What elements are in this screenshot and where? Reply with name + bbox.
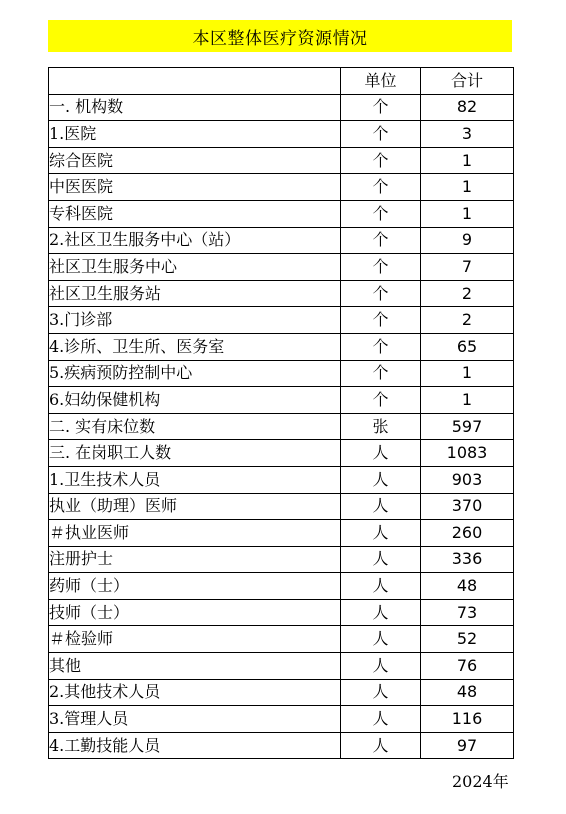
row-unit: 个 [341, 174, 421, 201]
row-total: 48 [421, 573, 514, 600]
row-unit: 个 [341, 360, 421, 387]
row-unit: 人 [341, 626, 421, 653]
page-title-text: 本区整体医疗资源情况 [192, 28, 368, 49]
table-row [49, 679, 514, 706]
row-total: 2 [421, 307, 514, 334]
table-row [49, 440, 514, 467]
row-item-label: 4.诊所、卫生所、医务室 [49, 333, 341, 360]
row-unit: 人 [341, 732, 421, 759]
row-item-label: 3.管理人员 [49, 706, 341, 733]
table-row [49, 360, 514, 387]
table-row [49, 94, 514, 121]
table-row [49, 254, 514, 281]
row-unit: 个 [341, 121, 421, 148]
table-row [49, 200, 514, 227]
row-unit: 人 [341, 440, 421, 467]
row-unit: 人 [341, 706, 421, 733]
row-total: 903 [421, 466, 514, 493]
row-item-label: 社区卫生服务站 [49, 280, 341, 307]
table-row [49, 626, 514, 653]
row-item-label: 二. 实有床位数 [49, 413, 341, 440]
row-total: 116 [421, 706, 514, 733]
row-total: 52 [421, 626, 514, 653]
row-total: 2 [421, 280, 514, 307]
row-item-label: ＃检验师 [49, 626, 341, 653]
row-unit: 个 [341, 200, 421, 227]
row-total: 48 [421, 679, 514, 706]
row-unit: 人 [341, 466, 421, 493]
row-total: 597 [421, 413, 514, 440]
table-row [49, 732, 514, 759]
row-total: 370 [421, 493, 514, 520]
row-total: 1 [421, 360, 514, 387]
row-total: 76 [421, 653, 514, 680]
table-row [49, 599, 514, 626]
row-unit: 个 [341, 387, 421, 414]
row-item-label: ＃执业医师 [49, 520, 341, 547]
row-unit: 个 [341, 280, 421, 307]
table-row [49, 706, 514, 733]
row-item-label: 3.门诊部 [49, 307, 341, 334]
row-total: 1083 [421, 440, 514, 467]
header-unit: 单位 [341, 68, 421, 95]
row-item-label: 综合医院 [49, 147, 341, 174]
row-total: 3 [421, 121, 514, 148]
row-unit: 人 [341, 573, 421, 600]
row-item-label: 2.其他技术人员 [49, 679, 341, 706]
medical-resource-table [48, 67, 514, 759]
row-unit: 人 [341, 493, 421, 520]
row-total: 65 [421, 333, 514, 360]
table-row [49, 307, 514, 334]
row-total: 7 [421, 254, 514, 281]
row-unit: 人 [341, 520, 421, 547]
year-note: 2024年 [452, 772, 509, 791]
row-item-label: 2.社区卫生服务中心（站） [49, 227, 341, 254]
row-total: 1 [421, 147, 514, 174]
table-row [49, 174, 514, 201]
table-row [49, 227, 514, 254]
table-row [49, 147, 514, 174]
table-body [49, 94, 514, 759]
table-row [49, 280, 514, 307]
row-item-label: 执业（助理）医师 [49, 493, 341, 520]
row-total: 1 [421, 200, 514, 227]
row-unit: 人 [341, 679, 421, 706]
row-item-label: 4.工勤技能人员 [49, 732, 341, 759]
row-item-label: 6.妇幼保健机构 [49, 387, 341, 414]
table-row [49, 546, 514, 573]
row-item-label: 1.卫生技术人员 [49, 466, 341, 493]
row-unit: 个 [341, 94, 421, 121]
row-item-label: 专科医院 [49, 200, 341, 227]
row-total: 336 [421, 546, 514, 573]
table-row [49, 466, 514, 493]
row-unit: 个 [341, 333, 421, 360]
row-item-label: 其他 [49, 653, 341, 680]
row-item-label: 注册护士 [49, 546, 341, 573]
page-title [48, 20, 512, 52]
header-total: 合计 [421, 68, 514, 95]
row-unit: 人 [341, 653, 421, 680]
row-total: 260 [421, 520, 514, 547]
row-total: 97 [421, 732, 514, 759]
row-item-label: 一. 机构数 [49, 94, 341, 121]
row-unit: 个 [341, 254, 421, 281]
row-total: 82 [421, 94, 514, 121]
table-row [49, 413, 514, 440]
row-unit: 个 [341, 307, 421, 334]
header-item [49, 68, 341, 95]
table-row [49, 333, 514, 360]
row-item-label: 1.医院 [49, 121, 341, 148]
table-row [49, 520, 514, 547]
row-item-label: 技师（士） [49, 599, 341, 626]
row-unit: 个 [341, 227, 421, 254]
row-total: 1 [421, 174, 514, 201]
table-row [49, 121, 514, 148]
row-item-label: 药师（士） [49, 573, 341, 600]
table-row [49, 573, 514, 600]
row-item-label: 社区卫生服务中心 [49, 254, 341, 281]
table-header [49, 68, 514, 95]
row-item-label: 5.疾病预防控制中心 [49, 360, 341, 387]
table-header-row [49, 68, 514, 95]
row-total: 1 [421, 387, 514, 414]
table-row [49, 653, 514, 680]
table-row [49, 493, 514, 520]
row-unit: 个 [341, 147, 421, 174]
row-item-label: 三. 在岗职工人数 [49, 440, 341, 467]
row-unit: 人 [341, 546, 421, 573]
row-item-label: 中医医院 [49, 174, 341, 201]
row-unit: 人 [341, 599, 421, 626]
row-total: 9 [421, 227, 514, 254]
row-unit: 张 [341, 413, 421, 440]
table-row [49, 387, 514, 414]
row-total: 73 [421, 599, 514, 626]
